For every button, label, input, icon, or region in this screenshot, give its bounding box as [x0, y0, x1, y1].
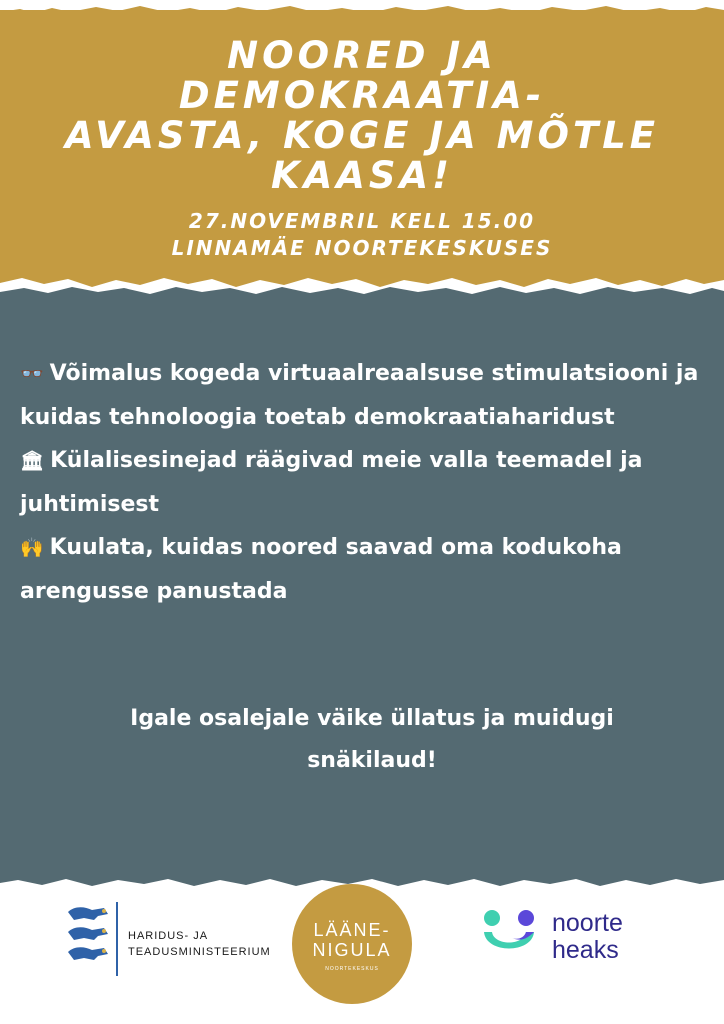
title-line: DEMOKRAATIA- — [178, 74, 546, 117]
title-line: KAASA! — [270, 154, 454, 197]
closing-line: snäkilaud! — [307, 748, 437, 773]
list-item-text: Külalisesinejad räägivad meie valla teemadel ja juhtimisest — [20, 448, 643, 517]
logo-text: LÄÄNE- — [313, 920, 391, 940]
noorte-heaks-smile-icon — [482, 908, 542, 964]
list-item — [20, 439, 710, 526]
title-line: NOORED JA — [227, 34, 497, 77]
logo-text: heaks — [552, 936, 619, 964]
list-item — [20, 352, 710, 439]
title-line: AVASTA, KOGE JA MÕTLE — [64, 114, 660, 157]
noorte-heaks-wordmark — [552, 910, 623, 964]
classical-building-icon: 🏛 — [20, 450, 45, 472]
raising-hands-icon: 🙌 — [20, 537, 44, 559]
closing-line: Igale osalejale väike üllatus ja muidugi — [130, 706, 614, 731]
logo-text: NIGULA — [312, 940, 392, 960]
ministry-name — [128, 928, 271, 960]
list-item-text: Kuulata, kuidas noored saavad oma kodukoha arengusse panustada — [20, 535, 622, 604]
glasses-icon: 👓 — [20, 363, 44, 385]
ministry-name-line: HARIDUS- JA — [128, 930, 209, 942]
event-date-time: 27.NOVEMBRIL KELL 15.00 — [188, 209, 536, 233]
laane-nigula-logo — [292, 884, 412, 1004]
program-list — [20, 352, 710, 613]
list-item — [20, 526, 710, 613]
divider — [116, 902, 118, 976]
closing-note — [40, 698, 704, 782]
logo-subtext: NOORTEKESKUS — [325, 966, 379, 972]
event-date-location — [0, 208, 724, 262]
logo-text: noorte — [552, 909, 623, 937]
list-item-text: Võimalus kogeda virtuaalreaalsuse stimulatsiooni ja kuidas tehnoloogia toetab demokraatiaharidust — [20, 361, 699, 430]
event-location: LINNAMÄE NOORTEKESKUSES — [171, 236, 553, 260]
ministry-name-line: TEADUSMINISTEERIUM — [128, 946, 271, 958]
poster-title — [0, 36, 724, 196]
ministry-coat-of-arms-icon — [64, 898, 118, 978]
